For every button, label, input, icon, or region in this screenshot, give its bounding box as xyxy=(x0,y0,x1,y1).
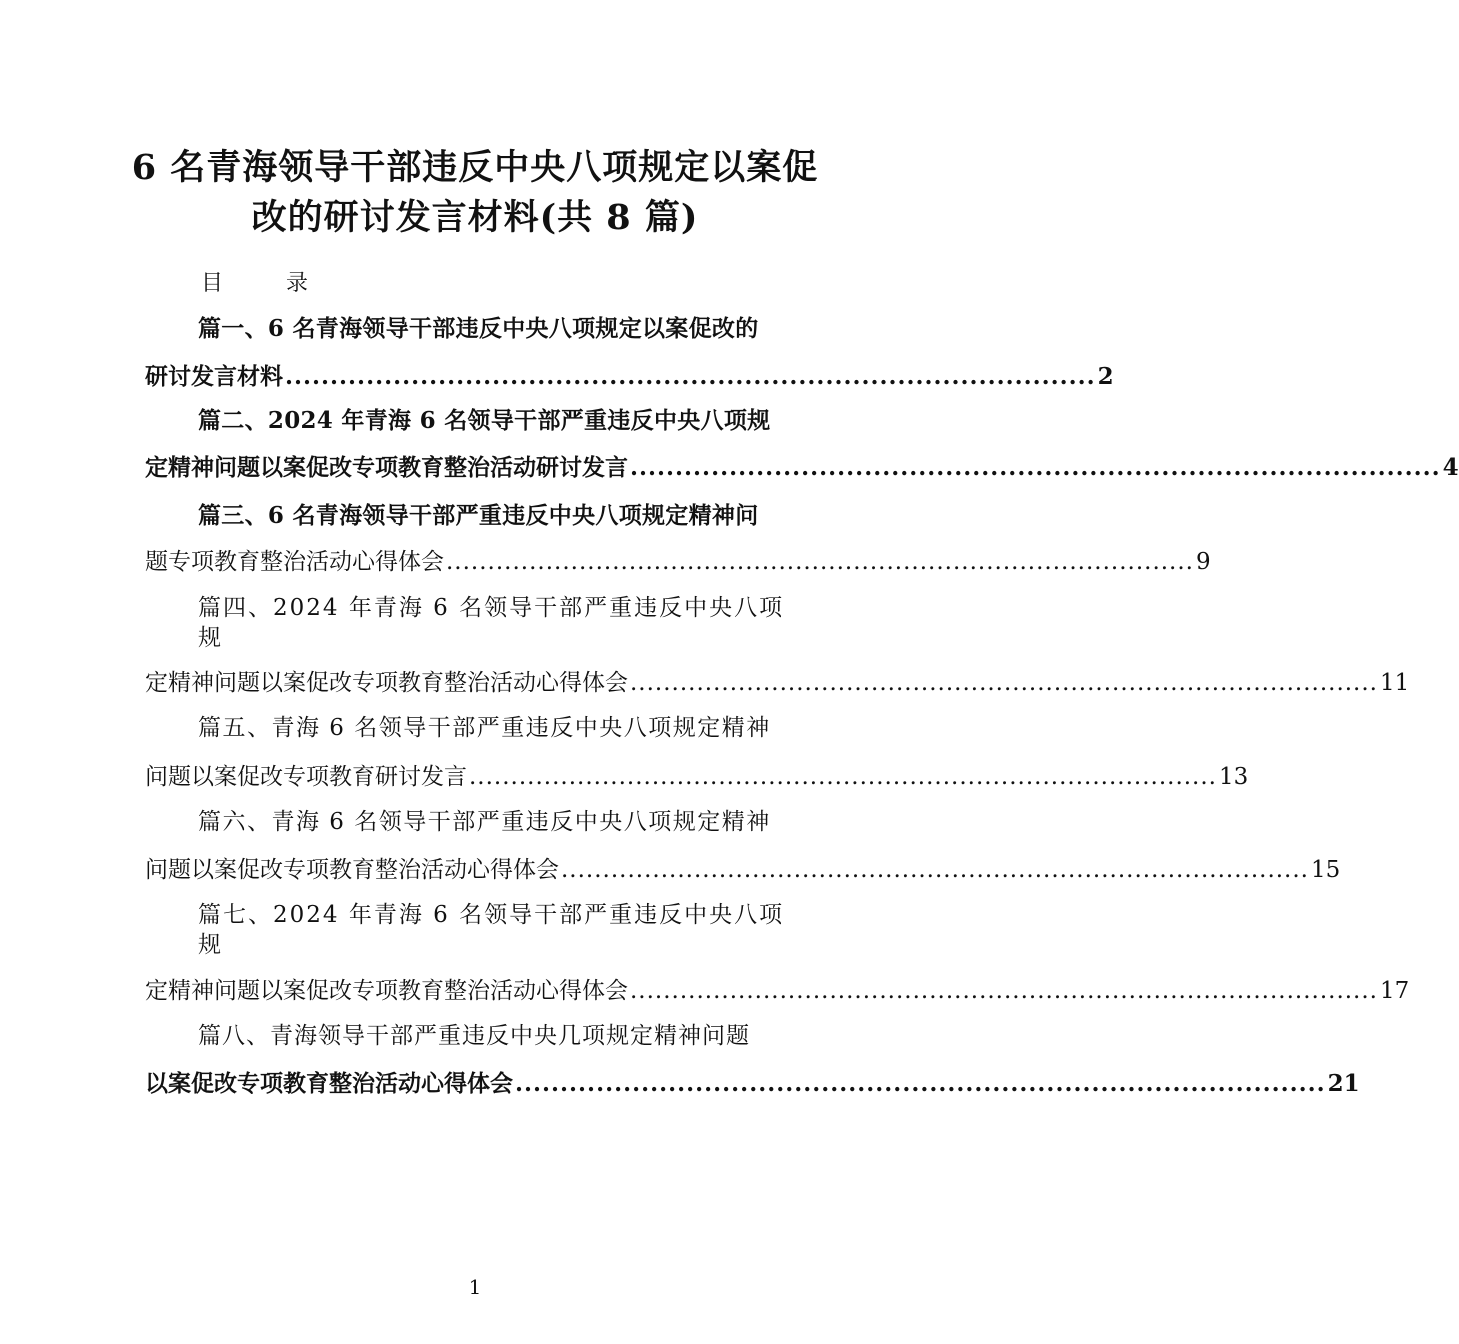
toc-entry-6-page: 15 xyxy=(1311,857,1341,883)
toc-entry-8-page: 21 xyxy=(1327,1070,1360,1097)
toc-entry-8-leader: .......................................................................................... xyxy=(515,1070,1326,1097)
toc-entry-5-title-cont: 问题以案促改专项教育研讨发言 xyxy=(145,764,467,790)
toc-entry-6-title-cont: 问题以案促改专项教育整治活动心得体会 xyxy=(145,857,559,883)
toc-entry-2-title-cont: 定精神问题以案促改专项教育整治活动研讨发言 xyxy=(145,454,628,481)
toc-entry-2-line-1: 篇二、2024 年青海 6 名领导干部严重违反中央八项规 xyxy=(198,407,771,434)
toc-entry-6-leader: .......................................................................................... xyxy=(561,857,1309,883)
toc-entry-5-leader: .......................................................................................... xyxy=(469,764,1217,790)
toc-entry-5-line-2 xyxy=(145,762,1249,792)
toc-entry-2-line-2 xyxy=(145,453,1459,483)
title-line-2: 改的研讨发言材料(共 8 篇) xyxy=(251,197,699,238)
toc-entry-4-line-2 xyxy=(145,668,1410,698)
toc-entry-7-page: 17 xyxy=(1380,978,1410,1004)
toc-entry-3-line-1: 篇三、6 名青海领导干部严重违反中央八项规定精神问 xyxy=(198,502,759,529)
toc-entry-4-leader: .......................................................................................... xyxy=(630,670,1378,696)
toc-entry-1-title-cont: 研讨发言材料 xyxy=(145,363,283,390)
toc-entry-1-line-2 xyxy=(145,362,1114,392)
toc-entry-3-line-2 xyxy=(145,547,1211,577)
footer-page-number: 1 xyxy=(468,1275,482,1299)
toc-entry-4-page: 11 xyxy=(1380,670,1410,696)
toc-heading: 目 录 xyxy=(201,271,336,296)
toc-entry-5-line-1: 篇五、青海 6 名领导干部严重违反中央八项规定精神 xyxy=(198,715,771,741)
toc-entry-5-page: 13 xyxy=(1219,764,1249,790)
toc-entry-8-line-1: 篇八、青海领导干部严重违反中央几项规定精神问题 xyxy=(198,1023,750,1049)
toc-entry-7-leader: .......................................................................................... xyxy=(630,978,1378,1004)
toc-entry-8-title-cont: 以案促改专项教育整治活动心得体会 xyxy=(145,1070,513,1097)
toc-entry-8-line-2 xyxy=(145,1069,1360,1099)
toc-entry-6-line-2 xyxy=(145,855,1341,885)
toc-entry-1-page: 2 xyxy=(1097,363,1114,390)
toc-entry-7-title-cont: 定精神问题以案促改专项教育整治活动心得体会 xyxy=(145,978,628,1004)
title-line-1: 6 名青海领导干部违反中央八项规定以案促 xyxy=(131,147,819,188)
toc-entry-4-title-cont: 定精神问题以案促改专项教育整治活动心得体会 xyxy=(145,670,628,696)
toc-entry-4-line-1: 篇四、2024 年青海 6 名领导干部严重违反中央八项规 xyxy=(198,595,785,651)
toc-entry-2-leader: .......................................................................................... xyxy=(630,454,1441,481)
toc-entry-3-leader: .......................................................................................... xyxy=(446,549,1194,575)
document-title xyxy=(100,143,850,243)
toc-entry-6-line-1: 篇六、青海 6 名领导干部严重违反中央八项规定精神 xyxy=(198,809,771,835)
toc-entry-3-page: 9 xyxy=(1196,549,1211,575)
toc-entry-3-title-cont: 题专项教育整治活动心得体会 xyxy=(145,549,444,575)
toc-entry-1-line-1: 篇一、6 名青海领导干部违反中央八项规定以案促改的 xyxy=(198,315,759,342)
toc-entry-1-leader: .......................................................................................... xyxy=(285,363,1096,390)
toc-entry-2-page: 4 xyxy=(1442,454,1459,481)
toc-entry-7-line-1: 篇七、2024 年青海 6 名领导干部严重违反中央八项规 xyxy=(198,902,785,958)
toc-entry-7-line-2 xyxy=(145,976,1410,1006)
